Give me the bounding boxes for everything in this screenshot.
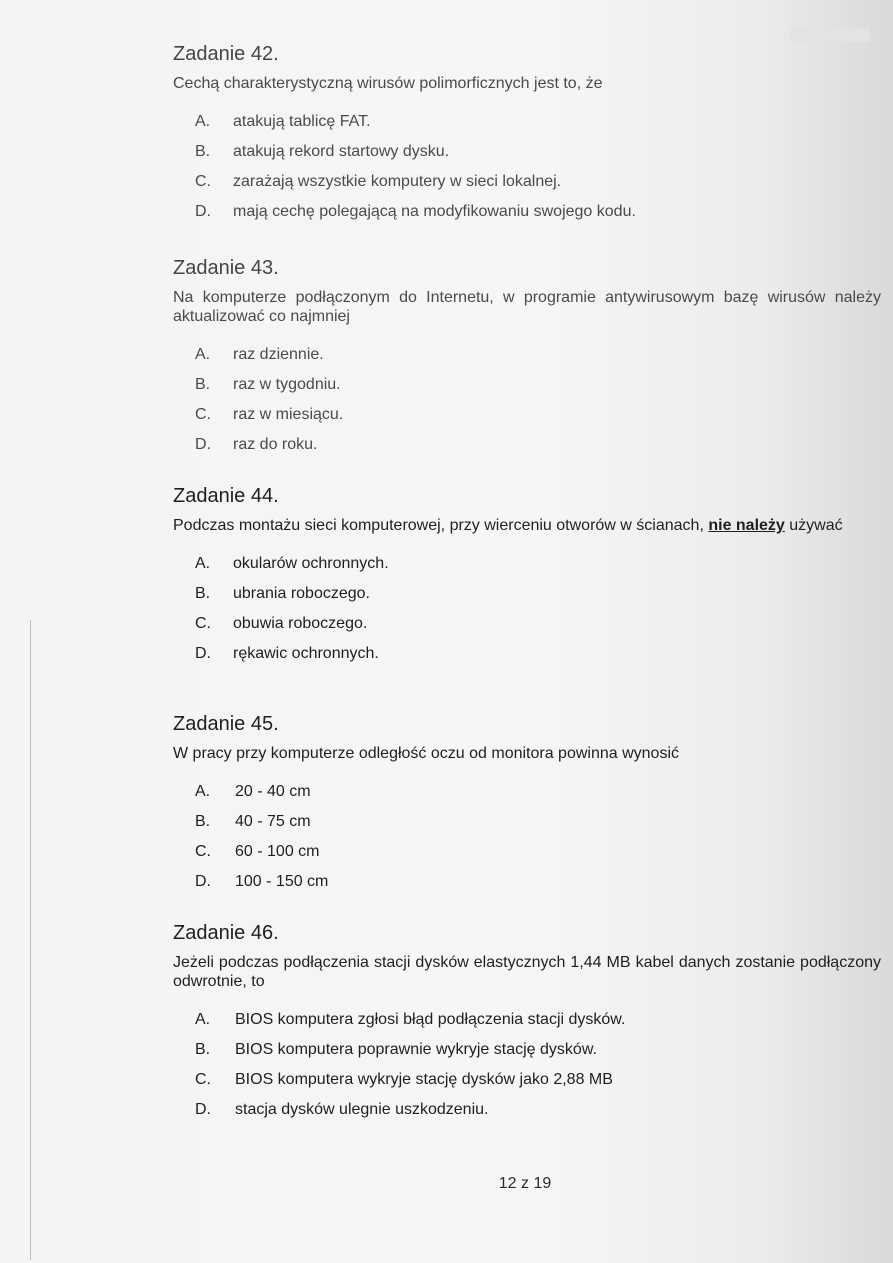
task-title: Zadanie 45. <box>173 713 279 735</box>
option-text: atakują tablicę FAT. <box>233 113 371 130</box>
task-44 <box>173 484 881 669</box>
option-letter: B. <box>195 376 211 393</box>
answer-options <box>173 340 881 460</box>
option-letter: D. <box>195 203 211 220</box>
option-text: rękawic ochronnych. <box>233 645 379 662</box>
option-text: 40 - 75 cm <box>235 813 311 830</box>
question-emphasis: nie należy <box>708 517 785 534</box>
option-text: ubrania roboczego. <box>233 585 370 602</box>
option-text: 20 - 40 cm <box>235 783 311 800</box>
bleed-through-shadow <box>790 28 870 42</box>
task-title: Zadanie 42. <box>173 43 279 65</box>
answer-option-b <box>195 137 881 167</box>
option-letter: C. <box>195 843 211 860</box>
option-letter: C. <box>195 1071 211 1088</box>
task-question <box>173 516 881 535</box>
question-text-end: używać <box>789 517 843 534</box>
task-title: Zadanie 46. <box>173 922 279 944</box>
option-text: 100 - 150 cm <box>235 873 329 890</box>
task-45 <box>173 712 881 897</box>
task-question: W pracy przy komputerze odległość oczu od monitora powinna wynosić <box>173 745 680 762</box>
option-letter: A. <box>195 1011 211 1028</box>
option-text: obuwia roboczego. <box>233 615 368 632</box>
task-46 <box>173 921 881 1125</box>
option-letter: A. <box>195 346 211 363</box>
answer-options <box>173 549 881 669</box>
scan-edge-line <box>30 620 31 1260</box>
answer-option-c <box>195 609 881 639</box>
option-text: okularów ochronnych. <box>233 555 389 572</box>
answer-option-c <box>195 837 881 867</box>
option-letter: D. <box>195 436 211 453</box>
answer-option-c <box>195 1065 881 1095</box>
option-letter: B. <box>195 585 211 602</box>
task-question: Cechą charakterystyczną wirusów polimorficznych jest to, że <box>173 75 603 92</box>
answer-option-a <box>195 549 881 579</box>
option-letter: B. <box>195 1041 211 1058</box>
option-text: raz w tygodniu. <box>233 376 341 393</box>
answer-option-d <box>195 430 881 460</box>
task-title: Zadanie 43. <box>173 257 279 279</box>
answer-options <box>173 107 881 227</box>
option-letter: A. <box>195 783 211 800</box>
answer-option-a <box>195 1005 881 1035</box>
task-42 <box>173 42 881 227</box>
option-text: mają cechę polegającą na modyfikowaniu swojego kodu. <box>233 203 636 220</box>
answer-option-b <box>195 1035 881 1065</box>
answer-option-a <box>195 777 881 807</box>
answer-option-d <box>195 639 881 669</box>
option-letter: D. <box>195 873 211 890</box>
answer-option-b <box>195 579 881 609</box>
answer-option-c <box>195 400 881 430</box>
option-letter: C. <box>195 406 211 423</box>
answer-option-b <box>195 370 881 400</box>
option-text: zarażają wszystkie komputery w sieci lokalnej. <box>233 173 562 190</box>
task-question: Jeżeli podczas podłączenia stacji dysków elastycznych 1,44 MB kabel danych zostanie podłączony odwrotnie, to <box>173 954 881 990</box>
option-text: 60 - 100 cm <box>235 843 320 860</box>
option-text: BIOS komputera zgłosi błąd podłączenia stacji dysków. <box>235 1011 626 1028</box>
option-letter: B. <box>195 813 211 830</box>
option-text: BIOS komputera poprawnie wykryje stację dysków. <box>235 1041 597 1058</box>
task-title: Zadanie 44. <box>173 485 279 507</box>
answer-option-a <box>195 107 881 137</box>
answer-options <box>173 777 881 897</box>
option-text: raz do roku. <box>233 436 318 453</box>
task-question: Na komputerze podłączonym do Internetu, w programie antywirusowym bazę wirusów należy aktualizować co najmniej <box>173 289 881 325</box>
option-letter: B. <box>195 143 211 160</box>
answer-option-d <box>195 867 881 897</box>
option-letter: C. <box>195 615 211 632</box>
question-text: Podczas montażu sieci komputerowej, przy wierceniu otworów w ścianach, <box>173 517 704 534</box>
option-text: BIOS komputera wykryje stację dysków jako 2,88 MB <box>235 1071 613 1088</box>
option-letter: A. <box>195 113 211 130</box>
answer-option-b <box>195 807 881 837</box>
option-text: raz w miesiącu. <box>233 406 344 423</box>
option-text: atakują rekord startowy dysku. <box>233 143 450 160</box>
answer-option-a <box>195 340 881 370</box>
answer-option-c <box>195 167 881 197</box>
option-text: stacja dysków ulegnie uszkodzeniu. <box>235 1101 489 1118</box>
option-letter: A. <box>195 555 211 572</box>
option-letter: D. <box>195 1101 211 1118</box>
option-letter: D. <box>195 645 211 662</box>
answer-option-d <box>195 197 881 227</box>
option-text: raz dziennie. <box>233 346 324 363</box>
task-43 <box>173 256 881 460</box>
page-number: 12 z 19 <box>498 1175 552 1192</box>
answer-options <box>173 1005 881 1125</box>
answer-option-d <box>195 1095 881 1125</box>
option-letter: C. <box>195 173 211 190</box>
